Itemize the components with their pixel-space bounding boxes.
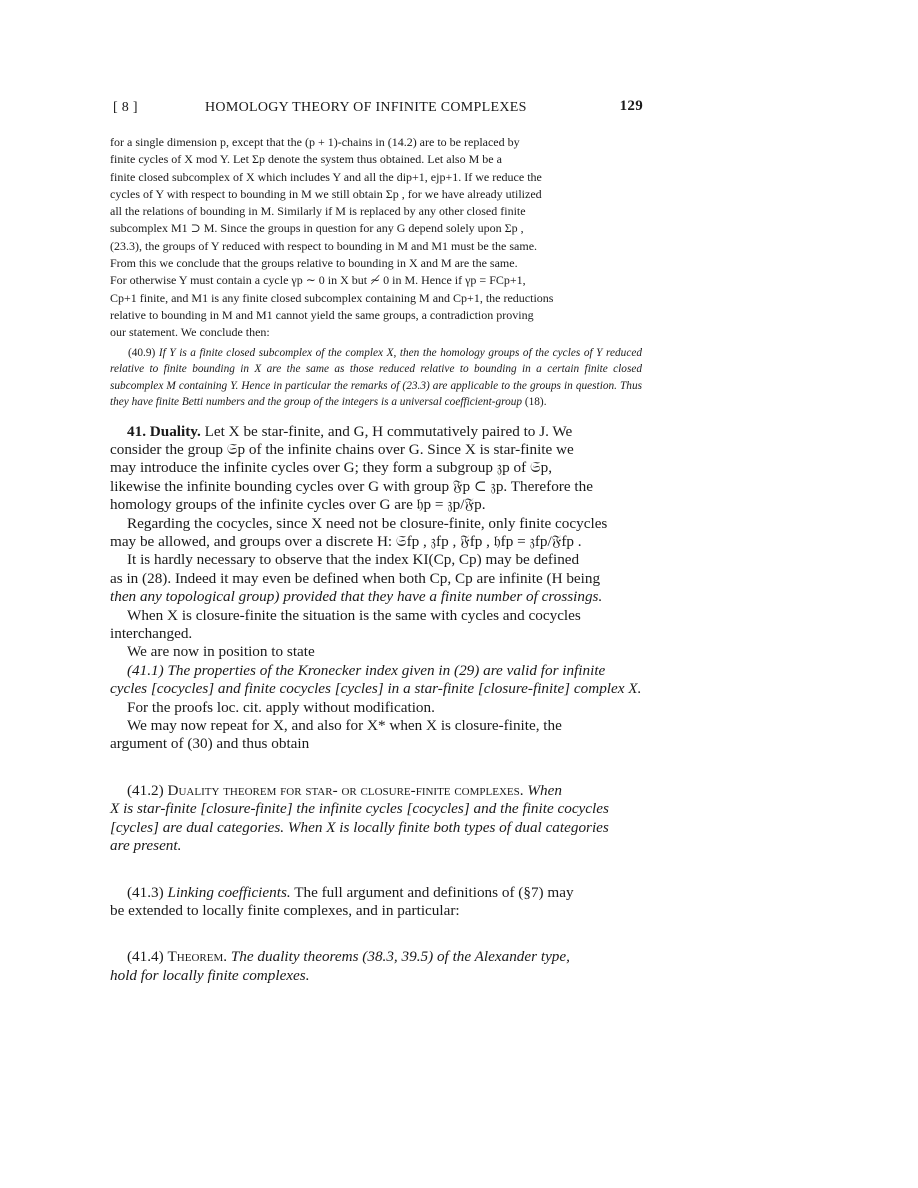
theorem-41-1-line: cycles [cocycles] and finite cocycles [cycles] in a star-finite [closure-finite] complex X. <box>110 680 642 698</box>
theorem-41-2-line: are present. <box>110 837 182 855</box>
text-line: (23.3), the groups of Y reduced with respect to bounding in M and M1 must be the same. <box>110 238 538 253</box>
text-line: homology groups of the infinite cycles over G are 𝔥p = 𝔷p/𝔉p. <box>110 496 486 514</box>
text-line: Cp+1 finite, and M1 is any finite closed subcomplex containing M and Cp+1, the reductions <box>110 290 554 305</box>
text-line-start: (41.1) The properties of the Kronecker index given in (29) are valid for infinite <box>127 661 606 679</box>
text-line <box>110 717 642 735</box>
running-title: HOMOLOGY THEORY OF INFINITE COMPLEXES <box>205 100 527 115</box>
text-line: consider the group 𝔖p of the infinite chains over G. Since X is star-finite we <box>110 440 574 458</box>
text-line <box>110 515 642 533</box>
text-line: finite closed subcomplex of X which includes Y and all the dip+1, ejp+1. If we reduce the <box>110 169 542 184</box>
theorem-40-9 <box>110 345 642 411</box>
text-line: From this we conclude that the groups relative to bounding in X and M are the same. <box>110 256 518 271</box>
section-41 <box>110 423 642 986</box>
text-line: as in (28). Indeed it may even be defined when both Cp, Cp are infinite (H being <box>110 569 601 587</box>
text-line-start: It is hardly necessary to observe that the index KI(Cp, Cp) may be defined <box>127 551 580 569</box>
text-line <box>110 643 642 661</box>
text-line: interchanged. <box>110 625 193 643</box>
section-number: 41. <box>127 422 146 440</box>
text-line: then any topological group) provided that they have a finite number of crossings. <box>110 588 603 606</box>
page-body <box>110 134 642 985</box>
paragraph-label: (41.3) <box>127 883 164 901</box>
paragraph-41-3-line <box>110 884 642 902</box>
theorem-name: Theorem. <box>167 948 228 966</box>
text-line: all the relations of bounding in M. Similarly if M is replaced by any other closed finite <box>110 204 526 219</box>
text-line: For otherwise Y must contain a cycle γp ∼ 0 in X but ≁ 0 in M. Hence if γp = FCp+1, <box>110 273 526 288</box>
theorem-41-2-line <box>110 782 642 800</box>
text-line: Let X be star-finite, and G, H commutatively paired to J. We <box>204 422 573 440</box>
theorem-name: Duality theorem for star- or closure-finite complexes. <box>167 781 524 799</box>
vertical-space <box>110 754 642 782</box>
theorem-41-2-line: [cycles] are dual categories. When X is locally finite both types of dual categories <box>110 818 609 836</box>
theorem-41-4-line <box>110 948 642 966</box>
text-line <box>110 699 642 717</box>
theorem-41-1-line <box>110 662 642 680</box>
page-number: 129 <box>619 98 643 114</box>
theorem-statement: When <box>527 781 562 799</box>
text-line <box>110 607 642 625</box>
text-line: be extended to locally finite complexes, and in particular: <box>110 901 460 919</box>
text-line: argument of (30) and thus obtain <box>110 735 310 753</box>
theorem-label: (41.2) <box>127 781 164 799</box>
theorem-41-2-line: X is star-finite [closure-finite] the infinite cycles [cocycles] and the finite cocycles <box>110 800 609 818</box>
text-line: finite cycles of X mod Y. Let Σp denote the system thus obtained. Let also M be a <box>110 152 502 167</box>
theorem-statement: The duality theorems (38.3, 39.5) of the Alexander type, <box>230 948 570 966</box>
text-line: may introduce the infinite cycles over G; they form a subgroup 𝔷p of 𝔖p, <box>110 459 553 477</box>
theorem-41-4-line: hold for locally finite complexes. <box>110 966 310 984</box>
text-line: likewise the infinite bounding cycles over G with group 𝔉p ⊂ 𝔷p. Therefore the <box>110 477 593 495</box>
section-marker: [ 8 ] <box>113 100 138 115</box>
paragraph-proof-continuation <box>110 134 642 411</box>
text-line: may be allowed, and groups over a discrete H: 𝔖fp , 𝔷fp , 𝔉fp , 𝔥fp = 𝔷fp/𝔉fp . <box>110 533 582 550</box>
theorem-statement: If Y is a finite closed subcomplex of the complex X, then the homology groups of the cycles of Y reduced relative to finite bounding in X are the same as those reduced relative to bounding in a certain finite closed subcomplex M containing Y. Hence in particular the remarks of (23.3) are applicable to the groups in question. Thus they have finite Betti numbers and the group of the integers is a universal coefficient-group <box>110 346 642 409</box>
section-heading-line <box>110 423 642 441</box>
text-line <box>110 551 642 569</box>
paragraph-name: Linking coefficients. <box>167 883 291 901</box>
text-line: subcomplex M1 ⊃ M. Since the groups in question for any G depend solely upon Σp , <box>110 221 524 236</box>
vertical-space <box>110 856 642 884</box>
text-line-start: For the proofs loc. cit. apply without modification. <box>127 698 435 716</box>
text-line: The full argument and definitions of (§7) may <box>294 883 574 901</box>
text-line-start: We are now in position to state <box>127 643 315 661</box>
text-line-start: Regarding the cocycles, since X need not be closure-finite, only finite cocycles <box>127 514 608 532</box>
text-line: for a single dimension p, except that the (p + 1)-chains in (14.2) are to be replaced by <box>110 135 520 149</box>
text-line-start: We may now repeat for X, and also for X* when X is closure-finite, the <box>127 717 562 735</box>
theorem-label: (40.9) <box>128 346 156 359</box>
section-title: Duality. <box>149 422 201 440</box>
theorem-label: (41.4) <box>127 948 164 966</box>
vertical-space <box>110 920 642 948</box>
theorem-reference: (18). <box>524 396 547 409</box>
page-header <box>113 100 643 122</box>
text-line: our statement. We conclude then: <box>110 325 270 340</box>
text-line-start: When X is closure-finite the situation is the same with cycles and cocycles <box>127 606 581 624</box>
text-line: relative to bounding in M and M1 cannot yield the same groups, a contradiction proving <box>110 307 534 322</box>
text-line: cycles of Y with respect to bounding in M we still obtain Σp , for we have already utilized <box>110 186 542 201</box>
